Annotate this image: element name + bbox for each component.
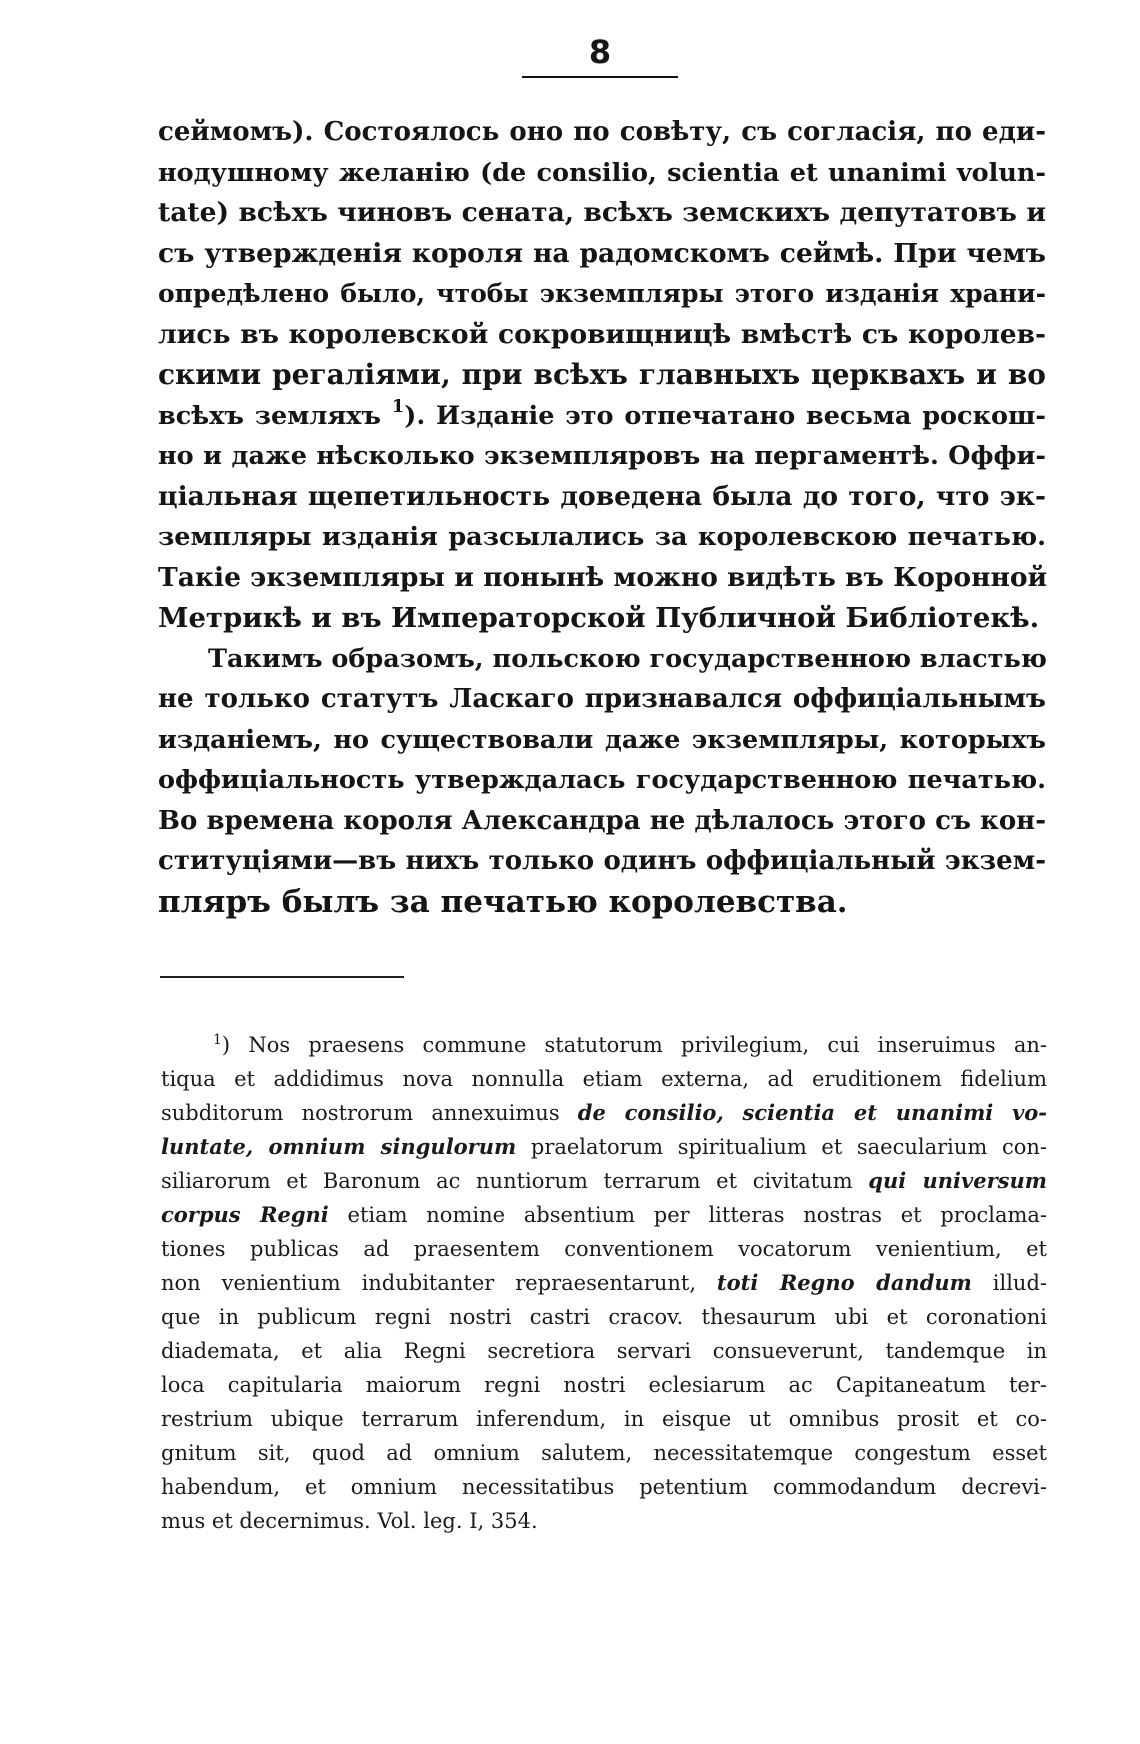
page-number: 8	[588, 33, 612, 71]
footnote-line: diademata, et alia Regni secretiora servari consueverunt, tandemque in	[161, 1339, 1047, 1363]
text-line: земпляры изданія разсылались за королевскою печатью.	[158, 522, 1046, 552]
text-line	[158, 396, 1046, 437]
text-fragment: non venientium indubitanter repraesentarunt,	[161, 1271, 697, 1295]
footnote-line: tiones publicas ad praesentem conventionem vocatorum venientium, et	[161, 1237, 1047, 1261]
text-fragment: etiam nomine absentium per litteras nostras et proclama-	[347, 1203, 1048, 1227]
text-line: оффиціальность утверждалась государственною печатью.	[158, 765, 1046, 795]
footnote-marker: 1	[213, 1032, 222, 1048]
text-line: нодушному желанію (de consilio, scientia et unanimi volun-	[158, 157, 1046, 188]
text-line: скими регаліями, при всѣхъ главныхъ церквахъ и во	[158, 358, 1046, 391]
footnote-line: habendum, et omnium necessitatibus petentium commodandum decrevi-	[161, 1475, 1047, 1499]
text-line: сеймомъ). Состоялось оно по совѣту, съ согласія, по еди-	[158, 117, 1046, 147]
footnote-line	[161, 1028, 1047, 1062]
italic-fragment: qui universum	[868, 1168, 1047, 1193]
footnote-separator	[160, 976, 404, 978]
text-line: Во времена короля Александра не дѣлалось этого съ кон-	[158, 805, 1046, 836]
text-line: ституціями—въ нихъ только одинъ оффиціальный экзем-	[158, 846, 1046, 876]
italic-fragment: luntate, omnium singulorum	[161, 1134, 517, 1159]
footnote-line: mus et decernimus. Vol. leg. I, 354.	[161, 1509, 538, 1533]
footnote	[161, 1028, 1047, 1538]
text-line: ціальная щепетильность доведена была до того, что эк-	[158, 480, 1046, 512]
text-fragment: illud-	[992, 1271, 1047, 1295]
footnote-line	[161, 1198, 1047, 1232]
footnote-line: restrium ubique terrarum inferendum, in eisque ut omnibus prosit et co-	[161, 1407, 1047, 1431]
text-fragment: siliarorum et Baronum ac nuntiorum terrarum et civitatum	[161, 1169, 853, 1193]
footnote-line: que in publicum regni nostri castri cracov. thesaurum ubi et coronationi	[161, 1305, 1047, 1329]
text-line: tate) всѣхъ чиновъ сената, всѣхъ земскихъ депутатовъ и	[158, 197, 1046, 228]
text-fragment: subditorum nostrorum annexuimus	[161, 1101, 560, 1125]
main-text	[158, 112, 1046, 922]
footnote-line: tiqua et addidimus nova nonnulla etiam externa, ad eruditionem fidelium	[161, 1067, 1047, 1091]
italic-fragment: corpus Regni	[161, 1202, 329, 1227]
page-number-rule	[522, 76, 678, 78]
italic-fragment: de consilio, scientia et unanimi vo-	[577, 1100, 1047, 1125]
text-fragment: ). Изданіе это отпечатано весьма роскош-	[404, 400, 1046, 431]
text-line: съ утвержденія короля на радомскомъ сеймѣ. При чемъ	[158, 237, 1046, 269]
text-line: Метрикѣ и въ Императорской Публичной Библіотекѣ.	[158, 602, 1040, 634]
text-line: Такіе экземпляры и понынѣ можно видѣть въ Коронной	[158, 561, 1048, 593]
footnote-line: loca capitularia maiorum regni nostri eclesiarum ac Capitaneatum ter-	[161, 1373, 1047, 1397]
text-line: не только статутъ Ласкаго признавался оффиціальнымъ	[158, 684, 1046, 714]
text-line: пляръ былъ за печатью королевства.	[158, 883, 848, 920]
footnote-line	[161, 1130, 1047, 1164]
footnote-line	[161, 1096, 1047, 1130]
footnote-line	[161, 1266, 1047, 1300]
footnote-line	[161, 1164, 1047, 1198]
italic-fragment: toti Regno dandum	[716, 1270, 972, 1295]
text-line: но и даже нѣсколько экземпляровъ на пергаментѣ. Оффи-	[158, 441, 1046, 471]
text-fragment: praelatorum spiritualium et saecularium con-	[530, 1135, 1047, 1159]
footnote-line: gnitum sit, quod ad omnium salutem, necessitatemque congestum esset	[161, 1441, 1047, 1465]
text-line: лись въ королевской сокровищницѣ вмѣстѣ съ королев-	[158, 318, 1046, 350]
text-line: изданіемъ, но существовали даже экземпляры, которыхъ	[158, 724, 1046, 755]
text-line: Такимъ образомъ, польскою государственною властью	[208, 643, 1047, 674]
footnote-ref: 1	[391, 395, 405, 417]
text-line: опредѣлено было, чтобы экземпляры этого изданія храни-	[158, 279, 1046, 308]
text-fragment: всѣхъ земляхъ	[158, 400, 381, 431]
text-fragment: ) Nos praesens commune statutorum privilegium, cui inseruimus an-	[221, 1033, 1047, 1057]
